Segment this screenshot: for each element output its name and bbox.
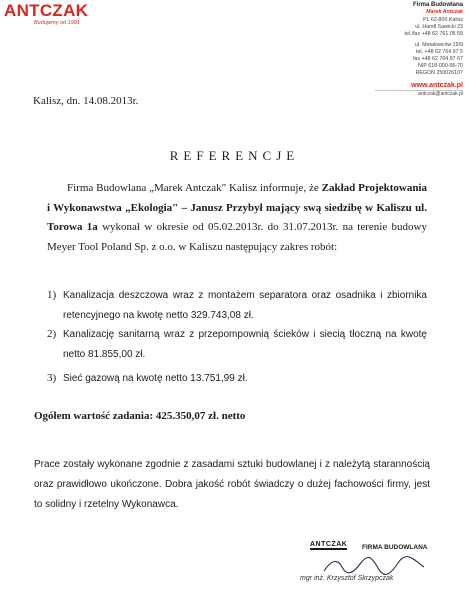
list-item-text: Kanalizację sanitarną wraz z przepompownią ścieków i siecią tłoczną na kwotę netto 81.855,00 zł. — [63, 329, 427, 360]
office-line: tel. +48 62 764 97 5 — [416, 49, 463, 55]
total-value: Ogółem wartość zadania: 425.350,07 zł. netto — [34, 410, 246, 422]
list-item-number: 3) — [47, 372, 57, 384]
document-title: REFERENCJE — [169, 148, 300, 163]
company-stamp — [300, 541, 460, 596]
logo-wordmark: ANTCZAK — [4, 1, 89, 20]
closing-paragraph: Prace zostały wykonane zgodnie z zasadami sztuki budowlanej i z należytą starannością oraz prawidłowo ukończone. Dobra jakość robót świadczy o dużej fachowości firmy, jest to solidny i rzetelny Wykonawca. — [34, 459, 430, 510]
stamp-firm-name: FIRMA BUDOWLANA — [362, 544, 428, 551]
office-line: ul. Metalowców 19/9 — [415, 42, 463, 48]
logo-tagline: Budujemy od 1991 — [34, 20, 80, 26]
list-item — [47, 325, 427, 364]
firm-name: Firma Budowlana — [412, 2, 463, 8]
tax-id: NIP 618-000-56-70 — [418, 63, 463, 69]
letter-date: Kalisz, dn. 14.08.2013r. — [33, 95, 139, 107]
intro-text: wykonał w okresie od 05.02.2013r. do 31.07.2013r. na terenie budowy Meyer Tool Poland Sp. z o.o. w Kaliszu następujący zakres robót: — [47, 221, 427, 253]
list-item — [47, 369, 427, 389]
regon-id: REGON 250026107 — [415, 70, 463, 76]
address-line: tel./fax +48 62 761 05 59 — [404, 31, 463, 37]
intro-paragraph — [47, 179, 427, 257]
address-line: PL 62-800 Kalisz — [423, 17, 463, 23]
address-line: ul. Handl Sawicki 23 — [415, 24, 463, 30]
signatory-name: mgr inż. Krzysztof Skrzypczak — [300, 575, 394, 582]
list-item-number: 1) — [47, 289, 57, 301]
contractor-name: Zakład Projektowania i Wykonawstwa „Ekologia" – Janusz Przybył mający swą siedzibę w Kaliszu ul. Torowa 1a — [47, 182, 427, 233]
list-item-text: Kanalizacja deszczowa wraz z montażem separatora oraz osadnika i zbiornika retencyjnego na kwotę netto 329.743,08 zł. — [63, 290, 427, 321]
firm-owner: Marek Antczak — [426, 9, 463, 15]
stamp-logo: ANTCZAK — [310, 541, 348, 548]
company-contact-block — [375, 2, 463, 98]
intro-text: Firma Budowlana „Marek Antczak" Kalisz informuje, że — [67, 182, 322, 194]
list-item-number: 2) — [47, 328, 57, 340]
office-line: fax +48 62 764 97 67 — [413, 56, 463, 62]
email-link[interactable]: antczak@antczak.pl — [418, 91, 463, 97]
list-item — [47, 286, 427, 325]
company-logo — [4, 2, 154, 32]
list-item-text: Sieć gazową na kwotę netto 13.751,99 zł. — [63, 373, 248, 384]
website-link[interactable]: www.antczak.pl — [411, 82, 463, 89]
signature-scribble — [320, 555, 430, 577]
